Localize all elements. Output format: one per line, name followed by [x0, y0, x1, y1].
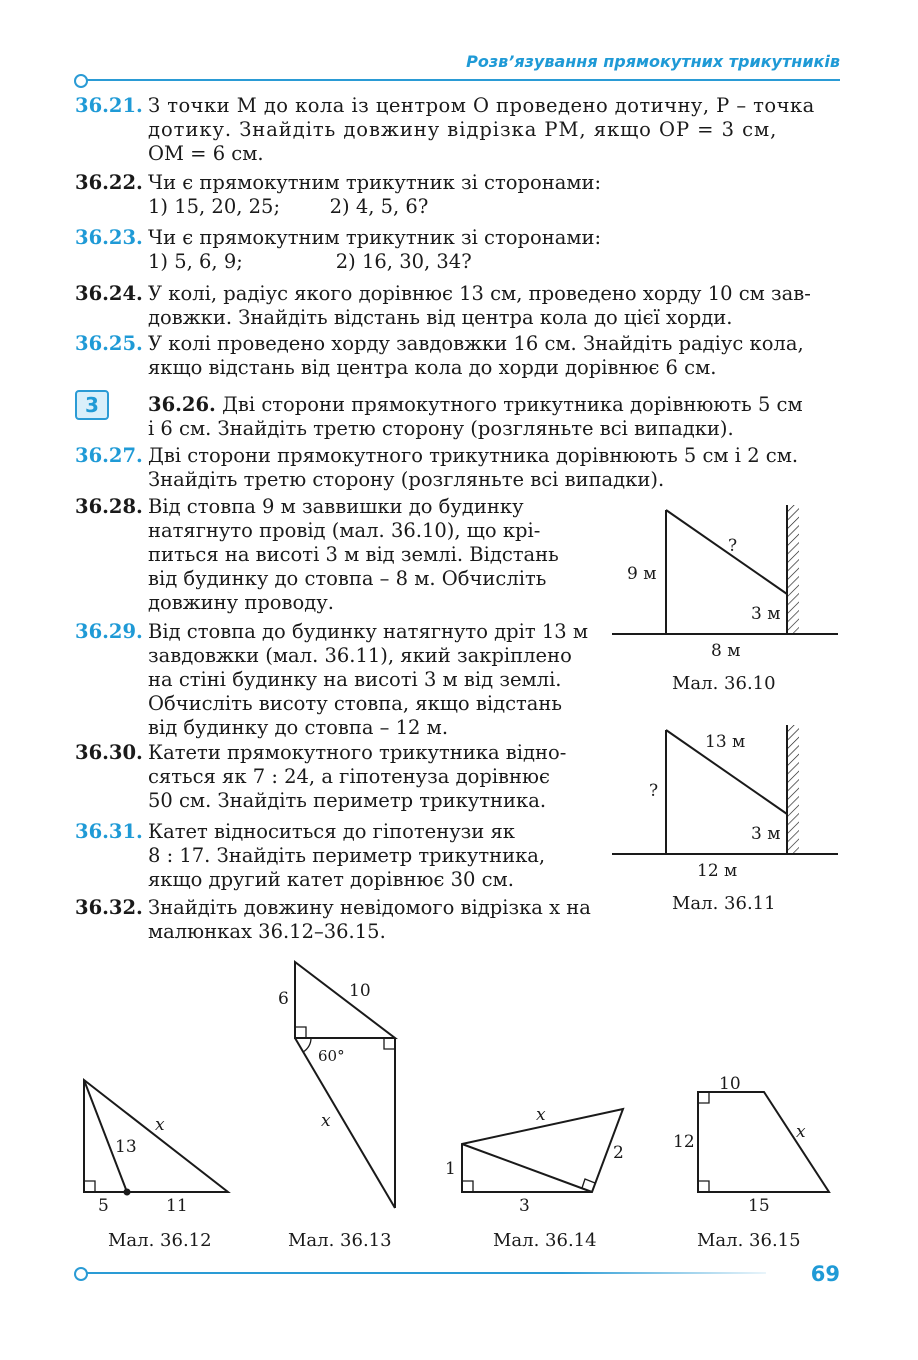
problem-number: 36.25.	[75, 332, 143, 355]
problem-line: У колі, радіус якого дорівнює 13 см, проведено хорду 10 см зав-	[148, 282, 811, 305]
problem-line: довжину проводу.	[148, 591, 334, 614]
fig-label-bottom: 12 м	[697, 861, 738, 881]
problem-line: Чи є прямокутним трикутник зі сторонами:	[148, 226, 602, 249]
problem-number: 36.32.	[75, 896, 143, 919]
fig-label-right: 3 м	[751, 824, 781, 844]
figure-36-15	[670, 1070, 850, 1260]
header-rule-dot	[74, 74, 88, 88]
fig-label-a: 13	[115, 1137, 137, 1157]
difficulty-level-badge: 3	[75, 390, 109, 420]
fig-label-top: 10	[719, 1074, 741, 1094]
problem-number: 36.29.	[75, 620, 143, 643]
footer-rule-dot	[74, 1267, 88, 1281]
fig-label-b: 5	[98, 1196, 109, 1216]
problem-line: і 6 см. Знайдіть третю сторону (розгляньте всі випадки).	[148, 417, 734, 440]
figure-36-14	[440, 1100, 640, 1260]
fig-label-x: x	[796, 1122, 806, 1142]
fig-label-b: 10	[349, 981, 371, 1001]
fig-label-a: 1	[445, 1159, 456, 1179]
problem-line: 1) 5, 6, 9; 2) 16, 30, 34?	[148, 250, 472, 273]
fig-label-angle: 60°	[318, 1047, 345, 1065]
problem-number: 36.22.	[75, 171, 143, 194]
problem-line: на стіні будинку на висоті 3 м від землі.	[148, 668, 562, 691]
problem-line: Катет відноситься до гіпотенузи як	[148, 820, 515, 843]
figure-36-11	[600, 715, 850, 925]
problem-line: 50 см. Знайдіть периметр трикутника.	[148, 789, 547, 812]
problem-line: Від стовпа до будинку натягнуто дріт 13 м	[148, 620, 589, 643]
problem-line: Катети прямокутного трикутника відно-	[148, 741, 567, 764]
fig-label-x: x	[536, 1105, 546, 1125]
fig-label-slant: ?	[728, 536, 738, 556]
problem-line: OM = 6 см.	[148, 142, 264, 165]
fig-label-b: 2	[613, 1143, 624, 1163]
problem-line: довжки. Знайдіть відстань від центра кола до цієї хорди.	[148, 306, 733, 329]
problem-number: 36.26.	[148, 393, 216, 416]
fig-label-left: ?	[649, 781, 659, 801]
figure-caption: Мал. 36.12	[108, 1230, 212, 1251]
footer-rule	[86, 1272, 766, 1274]
section-title: Розв’язування прямокутних трикутників	[466, 52, 840, 71]
problem-line: Дві сторони прямокутного трикутника дорівнюють 5 см	[222, 393, 803, 416]
problem-line: натягнуто провід (мал. 36.10), що крі-	[148, 519, 541, 542]
problem-line: якщо другий катет дорівнює 30 см.	[148, 868, 514, 891]
figure-caption: Мал. 36.11	[672, 893, 776, 914]
fig-label-x: x	[155, 1115, 165, 1135]
problem-line: сяться як 7 : 24, а гіпотенуза дорівнює	[148, 765, 550, 788]
problem-number: 36.28.	[75, 495, 143, 518]
problem-line: Дві сторони прямокутного трикутника дорівнюють 5 см і 2 см.	[148, 444, 799, 467]
problem-line: Знайдіть довжину невідомого відрізка x на	[148, 896, 591, 919]
fig-label-x: x	[321, 1111, 331, 1131]
problem-line: Від стовпа 9 м заввишки до будинку	[148, 495, 524, 518]
problem-line: від будинку до стовпа – 8 м. Обчисліть	[148, 567, 547, 590]
problem-number: 36.21.	[75, 94, 143, 117]
fig-label-bottom: 8 м	[711, 641, 741, 661]
figure-caption: Мал. 36.10	[672, 673, 776, 694]
problem-number: 36.24.	[75, 282, 143, 305]
problem-line: Знайдіть третю сторону (розгляньте всі випадки).	[148, 468, 665, 491]
fig-label-c: 3	[519, 1196, 530, 1216]
figure-caption: Мал. 36.14	[493, 1230, 597, 1251]
figure-36-13	[270, 955, 420, 1260]
problem-line: 1) 15, 20, 25; 2) 4, 5, 6?	[148, 195, 429, 218]
page-number: 69	[810, 1262, 840, 1286]
fig-label-left: 12	[673, 1132, 695, 1152]
fig-label-a: 6	[278, 989, 289, 1009]
problem-line: дотику. Знайдіть довжину відрізка PM, якщо OP = 3 см,	[148, 118, 778, 141]
fig-label-left: 9 м	[627, 564, 657, 584]
page-header	[0, 52, 918, 92]
problem-line: завдовжки (мал. 36.11), який закріплено	[148, 644, 572, 667]
fig-label-c: 11	[166, 1196, 188, 1216]
problem-line: від будинку до стовпа – 12 м.	[148, 716, 449, 739]
problem-number: 36.30.	[75, 741, 143, 764]
problem-number: 36.27.	[75, 444, 143, 467]
figure-36-12	[70, 1070, 250, 1260]
problem-number: 36.31.	[75, 820, 143, 843]
figure-caption: Мал. 36.13	[288, 1230, 392, 1251]
fig-label-bottom: 15	[748, 1196, 770, 1216]
figure-caption: Мал. 36.15	[697, 1230, 801, 1251]
problem-line: якщо відстань від центра кола до хорди дорівнює 6 см.	[148, 356, 717, 379]
problem-line: Чи є прямокутним трикутник зі сторонами:	[148, 171, 602, 194]
problem-line: З точки M до кола із центром O проведено дотичну, P – точка	[148, 94, 815, 117]
problem-line: 8 : 17. Знайдіть периметр трикутника,	[148, 844, 546, 867]
problem-number: 36.23.	[75, 226, 143, 249]
figure-36-10	[600, 495, 850, 705]
fig-label-right: 3 м	[751, 604, 781, 624]
problem-line: У колі проведено хорду завдовжки 16 см. Знайдіть радіус кола,	[148, 332, 804, 355]
fig-label-slant: 13 м	[705, 732, 746, 752]
problem-line: питься на висоті 3 м від землі. Відстань	[148, 543, 559, 566]
problem-line: Обчисліть висоту стовпа, якщо відстань	[148, 692, 563, 715]
header-rule	[86, 79, 840, 81]
problem-line: малюнках 36.12–36.15.	[148, 920, 386, 943]
